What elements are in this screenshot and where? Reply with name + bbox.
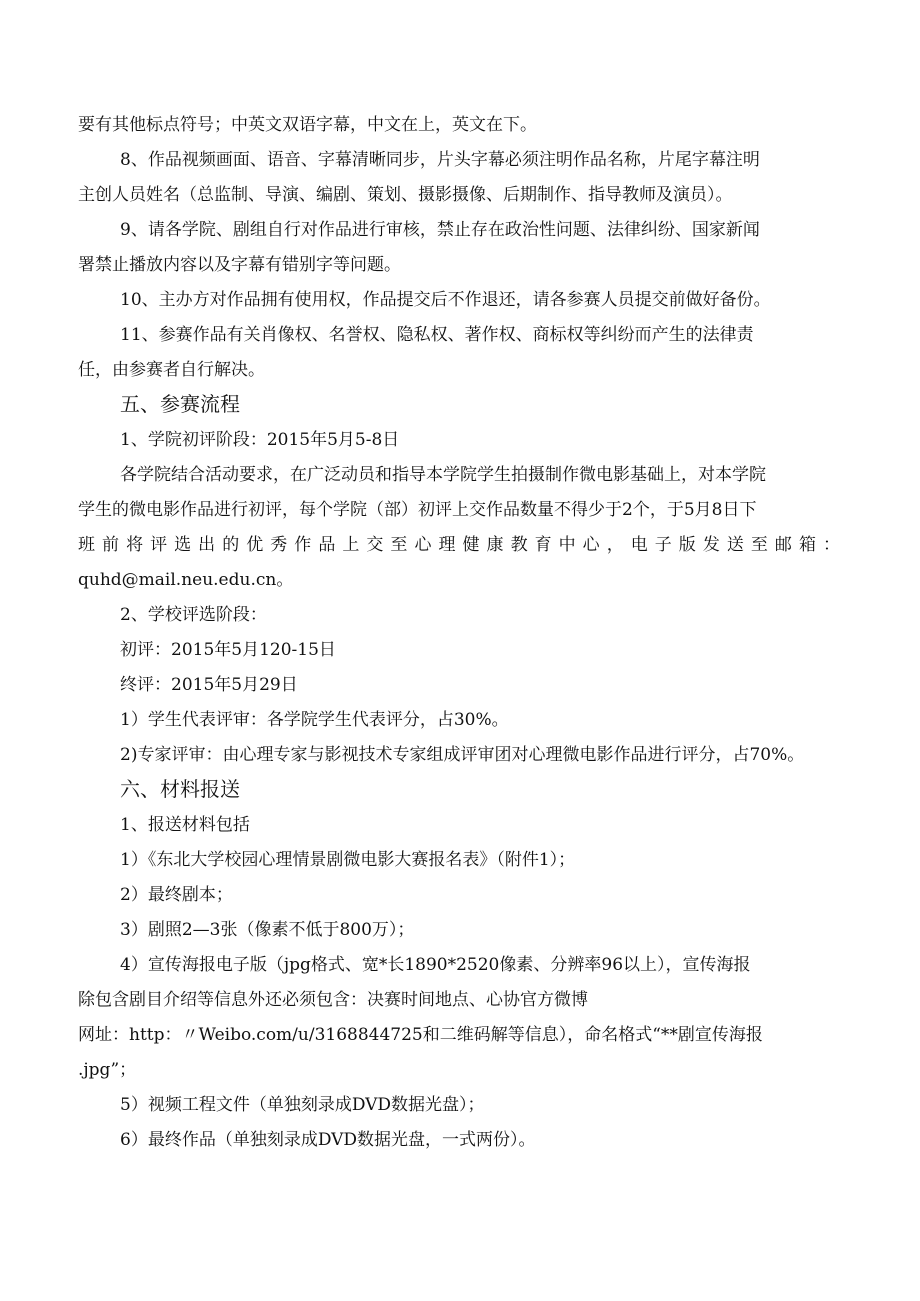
text-line-2: 8、作品视频画面、语音、字幕清晰同步，片头字幕必须注明作品名称，片尾字幕注明 [120,150,760,170]
text-line-16: 初评：2015年5月120-15日 [120,640,336,660]
text-line-7: 11、参赛作品有关肖像权、名誉权、隐私权、著作权、商标权等纠纷而产生的法律责 [120,325,754,345]
text-line-18: 1）学生代表评审：各学院学生代表评分，占30%。 [120,710,509,730]
section-heading-5: 五、参赛流程 [120,392,240,416]
text-line-28: .jpg”； [78,1060,137,1080]
text-line-13: 班前将评选出的优秀作品上交至心理健康教育中心，电子版发送至邮箱： [78,535,840,555]
text-line-1: 要有其他标点符号；中英文双语字幕，中文在上，英文在下。 [78,115,537,135]
text-line-5: 署禁止播放内容以及字幕有错别字等问题。 [78,255,401,275]
text-line-30: 6）最终作品（单独刻录成DVD数据光盘，一式两份）。 [120,1130,536,1150]
text-line-8: 任，由参赛者自行解决。 [78,360,265,380]
text-line-4: 9、请各学院、剧组自行对作品进行审核，禁止存在政治性问题、法律纠纷、国家新闻 [120,220,760,240]
email-text: quhd@mail.neu.edu.cn。 [78,570,294,590]
text-line-25: 4）宣传海报电子版（jpg格式、宽*长1890*2520像素、分辨率96以上），宣传海报 [120,955,751,975]
text-line-22: 1）《东北大学校园心理情景剧微电影大赛报名表》（附件1）； [120,850,576,870]
text-line-15: 2、学校评选阶段： [120,605,267,625]
text-line-11: 各学院结合活动要求，在广泛动员和指导本学院学生拍摄制作微电影基础上，对本学院 [120,465,766,485]
text-line-3: 主创人员姓名（总监制、导演、编剧、策划、摄影摄像、后期制作、指导教师及演员）。 [78,185,733,205]
text-line-19: 2)专家评审：由心理专家与影视技术专家组成评审团对心理微电影作品进行评分，占70%。 [120,745,805,765]
text-line-21: 1、报送材料包括 [120,815,250,835]
text-line-17: 终评：2015年5月29日 [120,675,298,695]
text-line-27: 网址：http：〃Weibo.com/u/3168844725和二维码解等信息），命名格式“**剧宣传海报 [78,1025,763,1045]
text-line-23: 2）最终剧本； [120,885,233,905]
text-line-12: 学生的微电影作品进行初评，每个学院（部）初评上交作品数量不得少于2个，于5月8日下 [78,500,757,520]
text-line-24: 3）剧照2—3张（像素不低于800万）； [120,920,415,940]
text-line-26: 除包含剧目介绍等信息外还必须包含：决赛时间地点、心协官方微博 [78,990,588,1010]
text-line-10: 1、学院初评阶段：2015年5月5-8日 [120,430,400,450]
section-heading-6: 六、材料报送 [120,777,240,801]
text-line-6: 10、主办方对作品拥有使用权，作品提交后不作退还，请各参赛人员提交前做好备份。 [120,290,771,310]
text-line-29: 5）视频工程文件（单独刻录成DVD数据光盘）； [120,1095,485,1115]
